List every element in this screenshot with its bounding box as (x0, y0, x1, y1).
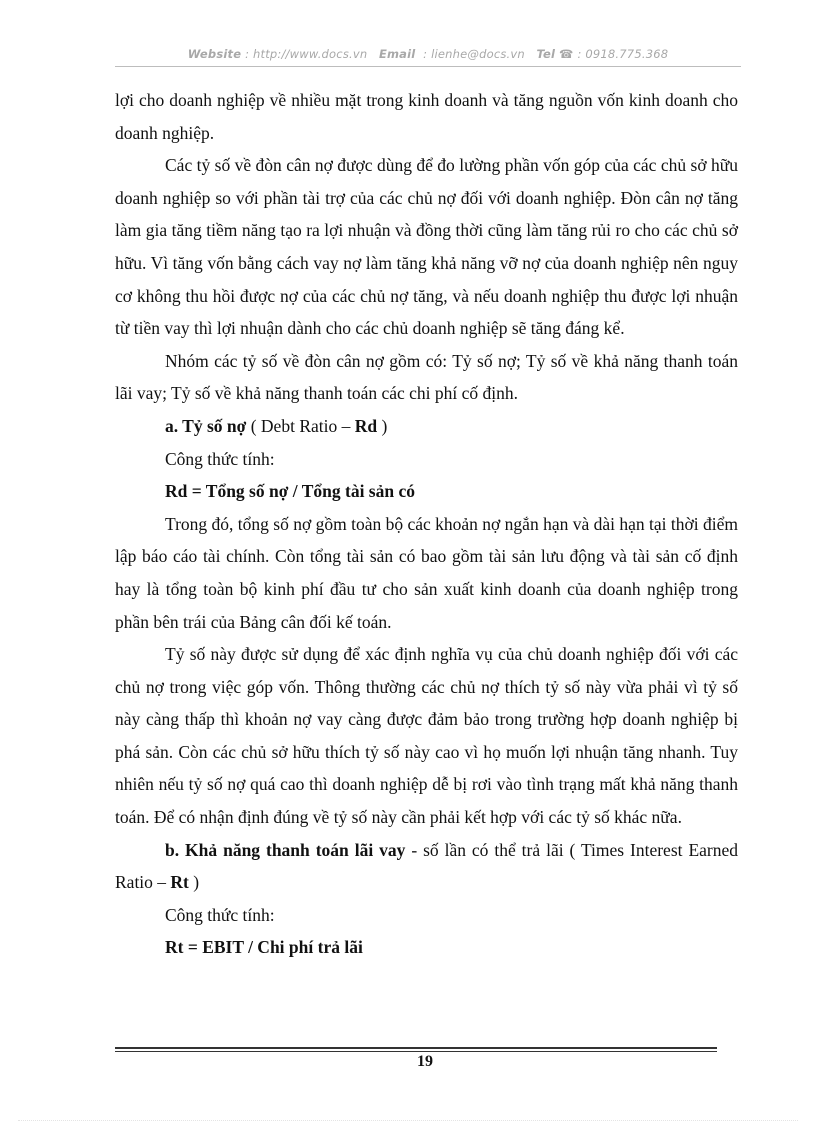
section-b-title: b. Khả năng thanh toán lãi vay (165, 839, 406, 860)
paragraph-5: Tỷ số này được sử dụng để xác định nghĩa vụ của chủ doanh nghiệp đối với các chủ nợ trong việc góp vốn. Thông thường các chủ nợ thích tỷ số này vừa phải vì tỷ số này càng thấp thì khoản nợ vay càng được đảm bảo trong trường hợp doanh nghiệp bị phá sản. Còn các chủ sở hữu thích tỷ số này cao vì họ muốn lợi nhuận tăng nhanh. Tuy nhiên nếu tỷ số nợ quá cao thì doanh nghiệp dễ bị rơi vào tình trạng mất khả năng thanh toán. Để có nhận định đúng về tỷ số này cần phải kết hợp với các tỷ số khác nữa. (115, 644, 738, 828)
section-a-symbol: Rd (354, 415, 378, 436)
formula-rt: Rt = EBIT / Chi phí trả lãi (165, 937, 363, 958)
page-header (115, 47, 741, 61)
tel-number: : 0918.775.368 (577, 47, 669, 61)
website-label: Website (187, 47, 242, 61)
email-address[interactable]: : lienhe@docs.vn (423, 47, 525, 61)
phone-icon: ☎ (559, 47, 574, 61)
page-number: 19 (417, 1053, 433, 1070)
header-divider (115, 66, 741, 67)
paragraph-1: lợi cho doanh nghiệp về nhiều mặt trong kinh doanh và tăng nguồn vốn kinh doanh cho doanh nghiệp. (115, 90, 738, 143)
paragraph-3: Nhóm các tỷ số về đòn cân nợ gồm có: Tỷ số nợ; Tỷ số về khả năng thanh toán lãi vay; Tỷ số về khả năng thanh toán các chi phí cố định. (115, 350, 738, 404)
section-a-subtitle-close: ) (377, 415, 388, 436)
section-b-subtitle: - số lần có thể trả lãi ( Times Interest Earned Ratio – (115, 839, 738, 893)
page-bottom-edge (18, 1120, 798, 1121)
formula-label-1: Công thức tính: (165, 448, 275, 469)
section-b-subtitle-close: ) (188, 872, 200, 893)
formula-label-2: Công thức tính: (165, 904, 275, 925)
section-a-title: a. Tỷ số nợ (165, 415, 247, 436)
paragraph-4: Trong đó, tổng số nợ gồm toàn bộ các khoản nợ ngắn hạn và dài hạn tại thời điểm lập báo cáo tài chính. Còn tổng tài sản có bao gồm tài sản lưu động và tài sản cố định hay là tổng toàn bộ kinh phí đầu tư cho sản xuất kinh doanh của doanh nghiệp trong phần bên trái của Bảng cân đối kế toán. (115, 513, 738, 632)
footer-divider-thick (115, 1047, 717, 1049)
paragraph-2: Các tỷ số về đòn cân nợ được dùng để đo lường phần vốn góp của các chủ sở hữu doanh nghiệp so với phần tài trợ của các chủ nợ đối với doanh nghiệp. Đòn cân nợ tăng làm gia tăng tiềm năng tạo ra lợi nhuận và đồng thời cũng làm tăng rủi ro cho các chủ sở hữu. Vì tăng vốn bằng cách vay nợ làm tăng khả năng vỡ nợ của doanh nghiệp nên nguy cơ không thu hồi được nợ của các chủ nợ tăng, và nếu doanh nghiệp thu được lợi nhuận từ tiền vay thì lợi nhuận dành cho các chủ doanh nghiệp sẽ tăng đáng kể. (115, 155, 738, 339)
website-url[interactable]: : http://www.docs.vn (245, 47, 368, 61)
document-body (115, 84, 738, 964)
formula-rd: Rd = Tổng số nợ / Tổng tài sản có (165, 481, 415, 502)
section-b-symbol: Rt (170, 872, 189, 893)
section-a-subtitle-open: ( Debt Ratio – (246, 415, 355, 436)
section-b-heading (115, 834, 738, 899)
tel-label: Tel (536, 47, 556, 61)
section-a-heading (115, 410, 738, 443)
email-label: Email (378, 47, 416, 61)
